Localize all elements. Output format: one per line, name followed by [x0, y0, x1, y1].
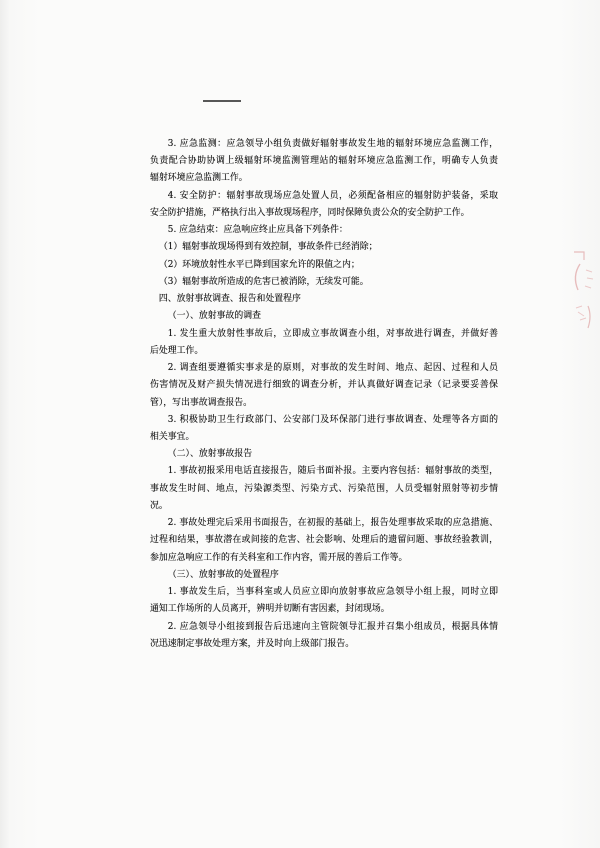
paragraph-line: 3. 积极协助卫生行政部门、公安部门及环保部门进行事故调查、处理等各方面的	[167, 414, 498, 425]
paragraph-line: 3. 应急监测：应急领导小组负责做好辐射事故发生地的辐射环境应急监测工作，	[167, 139, 498, 149]
list-item-line: （3）辐射事故所造成的危害已被消除，无续发可能。	[158, 276, 369, 287]
list-item-line: （2）环境放射性水平已降到国家允许的限值之内；	[158, 259, 360, 270]
paragraph-line: 况。	[150, 500, 168, 511]
seal-fragment	[560, 246, 598, 346]
paragraph-line: 相关事宜。	[150, 431, 195, 442]
paragraph-line: 负责配合协助协调上级辐射环境监测管理站的辐射环境应急监测工作，明确专人负责	[150, 156, 498, 167]
paragraph-line: 2. 应急领导小组接到报告后迅速向主管院领导汇报并召集小组成员，根据具体情	[167, 621, 498, 632]
subsection-heading: （一）、放射事故的调查	[167, 311, 261, 322]
paragraph-line: 安全防护措施，严格执行出入事故现场程序，同时保障负责公众的安全防护工作。	[150, 207, 470, 218]
paragraph-line: 参加应急响应工作的有关科室和工作内容，需开展的善后工作等。	[150, 552, 408, 563]
paragraph-line: 通知工作场所的人员离开，辨明并切断有害因素，封闭现场。	[150, 604, 390, 615]
paragraph-line: 5. 应急结束：应急响应终止应具备下列条件：	[167, 225, 348, 236]
document-body	[150, 136, 498, 653]
subsection-heading: （二）、放射事故报告	[167, 449, 253, 460]
paragraph-line: 过程和结果，事故潜在或间接的危害、社会影响、处理后的遗留问题、事故经验教训，	[150, 535, 498, 546]
scan-mark	[203, 100, 241, 102]
paragraph-line: 1. 事故初报采用电话直接报告，随后书面补报。主要内容包括：辐射事故的类型，	[167, 466, 498, 477]
paragraph-line: 2. 事故处理完后采用书面报告，在初报的基础上，报告处理事故采取的应急措施、	[167, 518, 498, 529]
paragraph-line: 辐射环境应急监测工作。	[150, 173, 248, 184]
paragraph-line: 1. 事故发生后，当事科室或人员应立即向放射事故应急领导小组上报，同时立即	[167, 587, 498, 598]
paragraph-line: 后处理工作。	[150, 345, 204, 356]
paragraph-line: 1. 发生重大放射性事故后，立即成立事故调查小组，对事故进行调查，并做好善	[167, 328, 498, 339]
list-item-line: （1）辐射事故现场得到有效控制，事故条件已经消除；	[158, 242, 378, 253]
paragraph-line: 伤害情况及财产损失情况进行细致的调查分析，并认真做好调查记录（记录要妥善保	[150, 380, 498, 391]
paragraph-line: 况迅速制定事故处理方案，并及时向上级部门报告。	[150, 638, 355, 649]
paragraph-line: 4. 安全防护：辐射事故现场应急处置人员，必须配备相应的辐射防护装备，采取	[167, 190, 498, 201]
paragraph-line: 管），写出事故调查报告。	[150, 397, 253, 408]
paragraph-line: 事故发生时间、地点，污染源类型、污染方式、污染范围，人员受辐射照射等初步情	[150, 483, 498, 494]
section-heading: 四、放射事故调查、报告和处置程序	[158, 294, 301, 305]
subsection-heading: （三）、放射事故的处置程序	[167, 569, 279, 580]
paragraph-line: 2. 调查组要遵循实事求是的原则，对事故的发生时间、地点、起因、过程和人员	[167, 363, 498, 374]
